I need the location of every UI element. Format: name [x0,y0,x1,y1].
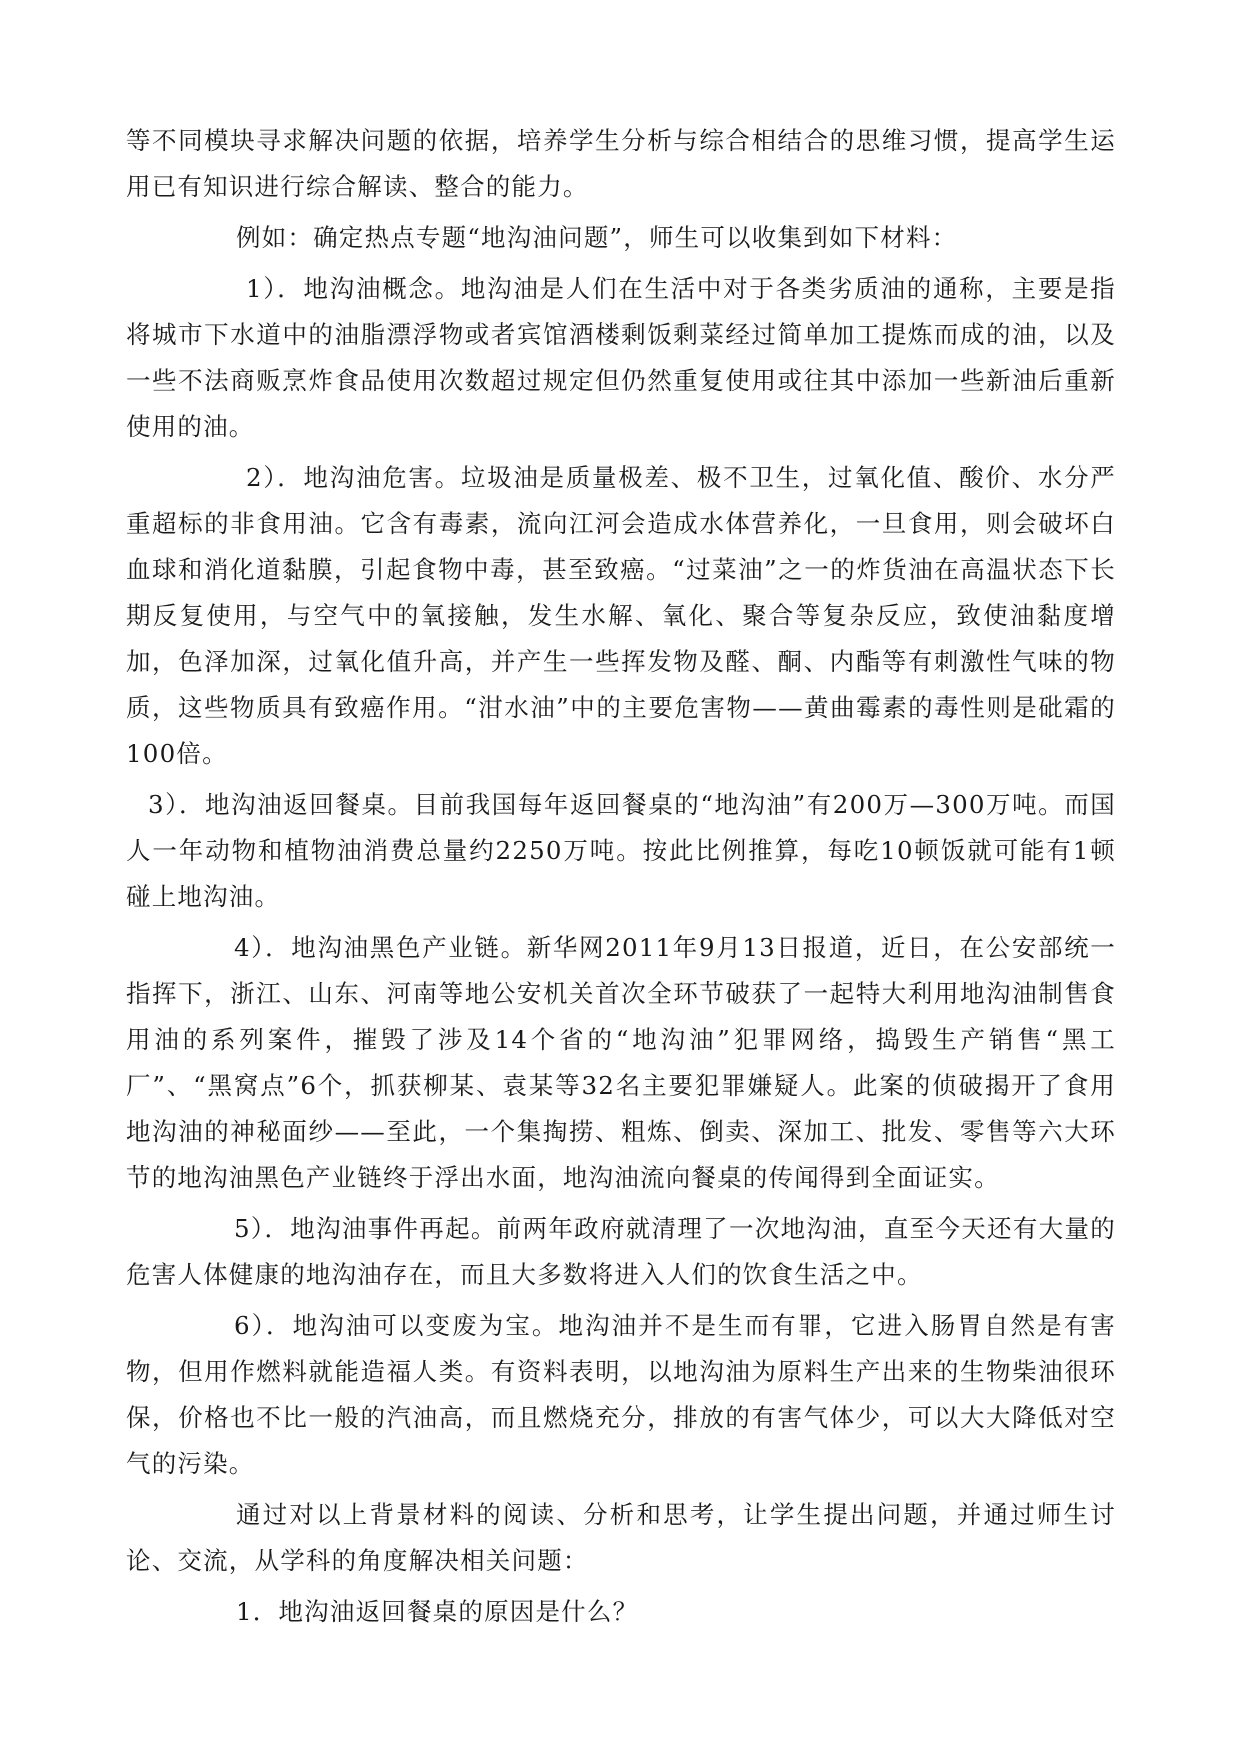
paragraph-discussion: 通过对以上背景材料的阅读、分析和思考，让学生提出问题，并通过师生讨论、交流，从学科的角度解决相关问题： [126,1500,1116,1575]
paragraph-example-intro: 例如：确定热点专题“地沟油问题”，师生可以收集到如下材料： [236,223,958,252]
paragraph-item-5: 5）．地沟油事件再起。前两年政府就清理了一次地沟油，直至今天还有大量的危害人体健康的地沟油存在，而且大多数将进入人们的饮食生活之中。 [126,1214,1116,1289]
document-body [126,118,1116,1640]
paragraph-question-1: 1．地沟油返回餐桌的原因是什么？ [236,1597,639,1626]
paragraph-item-4: 4）．地沟油黑色产业链。新华网2011年9月13日报道，近日，在公安部统一指挥下，浙江、山东、河南等地公安机关首次全环节破获了一起特大利用地沟油制售食用油的系列案件，摧毁了涉及14个省的“地沟油”犯罪网络，捣毁生产销售“黑工厂”、“黑窝点”6个，抓获柳某、袁某等32名主要犯罪嫌疑人。此案的侦破揭开了食用地沟油的神秘面纱——至此，一个集掏捞、粗炼、倒卖、深加工、批发、零售等六大环节的地沟油黑色产业链终于浮出水面，地沟油流向餐桌的传闻得到全面证实。 [126,933,1116,1192]
paragraph-item-3: 3）．地沟油返回餐桌。目前我国每年返回餐桌的“地沟油”有200万—300万吨。而国人一年动物和植物油消费总量约2250万吨。按此比例推算，每吃10顿饭就可能有1顿碰上地沟油。 [126,790,1116,911]
paragraph-item-1: 1）．地沟油概念。地沟油是人们在生活中对于各类劣质油的通称，主要是指将城市下水道中的油脂漂浮物或者宾馆酒楼剩饭剩菜经过简单加工提炼而成的油，以及一些不法商贩烹炸食品使用次数超过规定但仍然重复使用或往其中添加一些新油后重新使用的油。 [126,274,1116,441]
paragraph-continuation: 等不同模块寻求解决问题的依据，培养学生分析与综合相结合的思维习惯，提高学生运用已有知识进行综合解读、整合的能力。 [126,126,1116,201]
paragraph-item-2: 2）．地沟油危害。垃圾油是质量极差、极不卫生，过氧化值、酸价、水分严重超标的非食用油。它含有毒素，流向江河会造成水体营养化，一旦食用，则会破坏白血球和消化道黏膜，引起食物中毒，甚至致癌。“过菜油”之一的炸货油在高温状态下长期反复使用，与空气中的氧接触，发生水解、氧化、聚合等复杂反应，致使油黏度增加，色泽加深，过氧化值升高，并产生一些挥发物及醛、酮、内酯等有刺激性气味的物质，这些物质具有致癌作用。“泔水油”中的主要危害物——黄曲霉素的毒性则是砒霜的100倍。 [126,463,1116,768]
paragraph-item-6: 6）．地沟油可以变废为宝。地沟油并不是生而有罪，它进入肠胃自然是有害物，但用作燃料就能造福人类。有资料表明，以地沟油为原料生产出来的生物柴油很环保，价格也不比一般的汽油高，而且燃烧充分，排放的有害气体少，可以大大降低对空气的污染。 [126,1311,1116,1478]
